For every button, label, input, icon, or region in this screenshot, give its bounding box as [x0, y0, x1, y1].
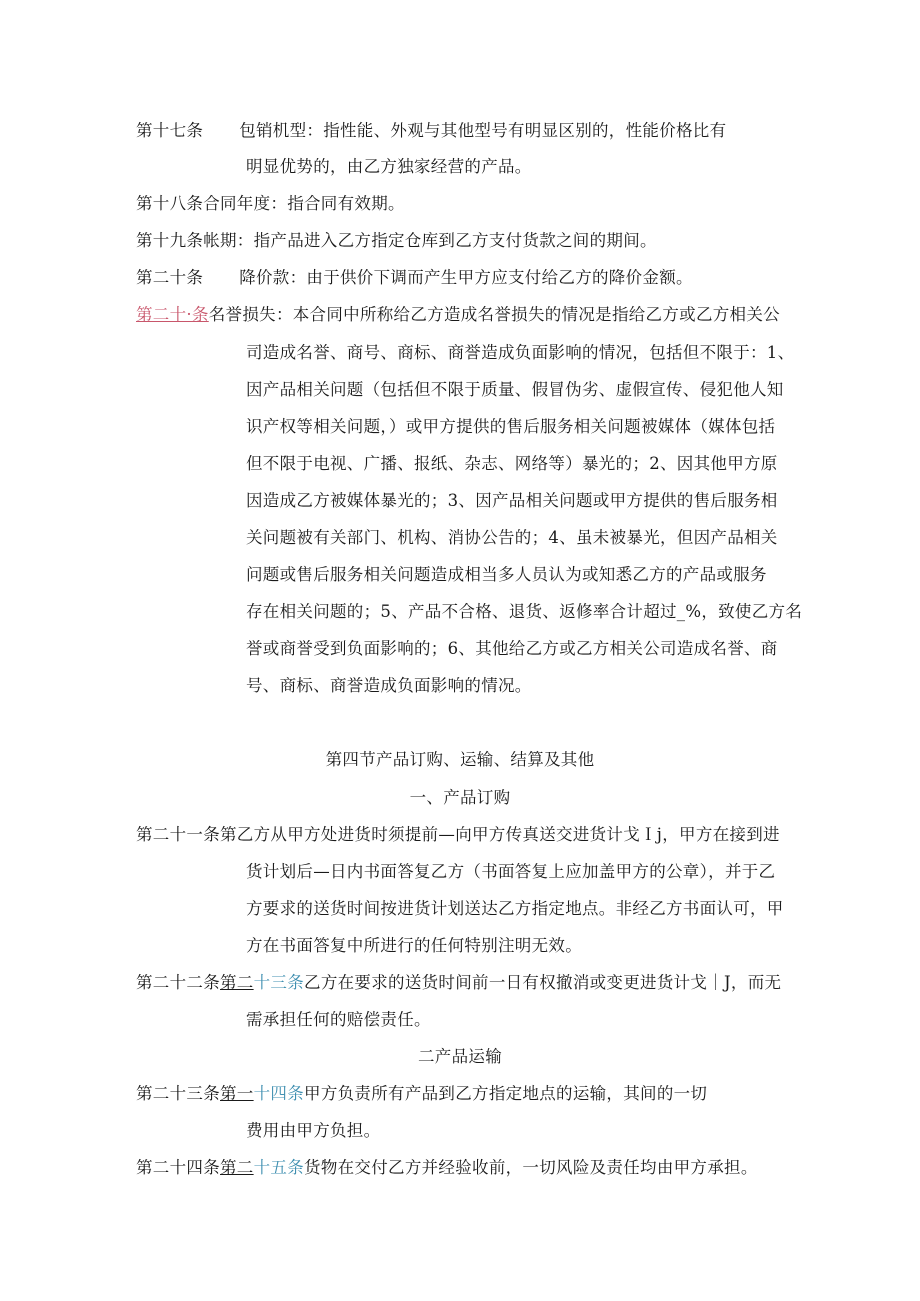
article-21b-line-1: [136, 823, 780, 847]
article-19: 第十九条帐期：指产品进入乙方指定仓库到乙方支付货款之间的期间。: [136, 231, 657, 250]
article-21b-line-4: 方在书面答复中所进行的任何特别注明无效。: [246, 936, 582, 955]
article-21b-line-3: 方要求的送货时间按进货计划送达乙方指定地点。非经乙方书面认可，甲: [246, 899, 784, 918]
article-20-number: 第二十条: [136, 268, 204, 287]
article-24-line-1: [136, 1156, 758, 1180]
article-21-line-4: 识产权等相关问题，）或甲方提供的售后服务相关问题被媒体（媒体包括: [246, 417, 776, 436]
article-23-line-1: [136, 1082, 707, 1106]
article-22-line-2: 需承担任何的赔偿责任。: [246, 1010, 431, 1029]
article-21b-text-1: 第乙方从甲方处进货时须提前—向甲方传真送交进货计戈Ｉj，甲方在接到进: [220, 825, 780, 844]
article-23-number: 第二十三条: [136, 1084, 220, 1103]
article-24-ref-link[interactable]: 十五条: [253, 1158, 305, 1177]
article-21-line-5: 但不限于电视、广播、报纸、杂志、网络等）暴光的；2、因其他甲方原: [246, 454, 778, 473]
article-24-number: 第二十四条: [136, 1158, 220, 1177]
article-21-line-1: [136, 303, 780, 327]
article-23-ref-prefix[interactable]: 第一: [220, 1084, 254, 1103]
article-21-line-11: 号、商标、商誉造成负面影响的情况。: [246, 676, 532, 695]
article-21-line-3: 因产品相关问题（包括但不限于质量、假冒伪劣、虚假宣传、侵犯他人知: [246, 380, 784, 399]
article-17-line-1: [136, 119, 726, 143]
article-21-line-9: 存在相关问题的；5、产品不合格、退货、返修率合计超过_%，致使乙方名: [246, 602, 803, 621]
article-23-ref-link[interactable]: 十四条: [253, 1084, 305, 1103]
article-22-ref-link[interactable]: 十三条: [253, 973, 305, 992]
article-21-line-10: 誉或商誉受到负面影响的；6、其他给乙方或乙方相关公司造成名誉、商: [246, 639, 778, 658]
article-24-text-1: 货物在交付乙方并经验收前，一切风险及责任均由甲方承担。: [304, 1158, 758, 1177]
article-23-text-1: 甲方负责所有产品到乙方指定地点的运输，其间的一切: [304, 1084, 708, 1103]
article-21b-number: 第二十一条: [136, 825, 220, 844]
article-23-line-2: 费用由甲方负担。: [246, 1121, 381, 1140]
article-17-text-1: 包销机型：指性能、外观与其他型号有明显区别的，性能价格比有: [239, 121, 727, 140]
section-4-subheading-ordering: 一、产品订购: [409, 788, 511, 807]
article-24-ref-prefix[interactable]: 第二: [220, 1158, 254, 1177]
article-20: [136, 266, 693, 290]
article-21-line-2: 司造成名誉、商号、商标、商誉造成负面影响的情况，包括但不限于：1、: [246, 343, 795, 362]
section-4-title: 第四节产品订购、运输、结算及其他: [325, 750, 595, 769]
article-18: 第十八条合同年度：指合同有效期。: [136, 194, 405, 213]
article-21-number-link[interactable]: 第二十·条: [136, 305, 209, 324]
article-21-line-7: 关问题被有关部门、机构、消协公告的；4、虽未被暴光，但因产品相关: [246, 528, 778, 547]
article-22-line-1: [136, 971, 781, 995]
article-21-line-6: 因造成乙方被媒体暴光的；3、因产品相关问题或甲方提供的售后服务相: [246, 491, 778, 510]
section-4-subheading-transport: 二产品运输: [418, 1047, 502, 1066]
article-20-text: 降价款：由于供价下调而产生甲方应支付给乙方的降价金额。: [239, 268, 693, 287]
article-21-text-1: 名誉损失：本合同中所称给乙方造成名誉损失的情况是指给乙方或乙方相关公: [208, 305, 780, 324]
article-22-ref-prefix[interactable]: 第二: [220, 973, 254, 992]
article-17-number: 第十七条: [136, 121, 204, 140]
article-22-number: 第二十二条: [136, 973, 220, 992]
article-21b-line-2: 货计划后—日内书面答复乙方（书面答复上应加盖甲方的公章），并于乙: [246, 862, 776, 881]
article-22-text-1: 乙方在要求的送货时间前一日有权撤消或变更进货计戈｜J，而无: [304, 973, 782, 992]
article-17-line-2: 明显优势的，由乙方独家经营的产品。: [246, 157, 532, 176]
article-21-line-8: 问题或售后服务相关问题造成相当多人员认为或知悉乙方的产品或服务: [246, 565, 767, 584]
